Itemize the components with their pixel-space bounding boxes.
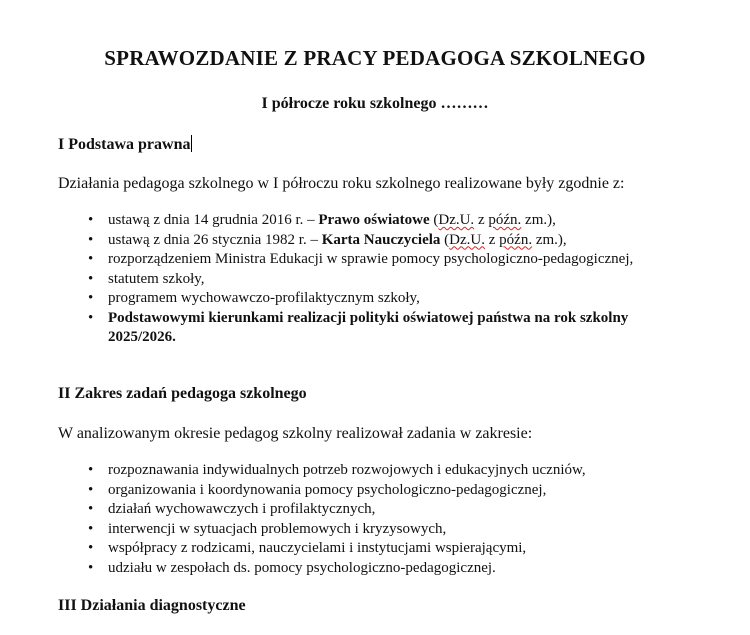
spellcheck-underline: Dz.U. xyxy=(449,231,485,248)
bullet-icon: • xyxy=(88,559,94,576)
section-1-heading[interactable]: I Podstawa prawna xyxy=(58,136,191,153)
bullet-icon: • xyxy=(88,462,94,478)
section-2-heading: II Zakres zadań pedagoga szkolnego xyxy=(58,385,307,402)
section-3-heading: III Działania diagnostyczne xyxy=(58,597,246,614)
list-item: • statutem szkoły, xyxy=(0,270,698,290)
bullet-icon: • xyxy=(88,540,94,556)
list-item: • współpracy z rodzicami, nauczycielami i instytucjami wspierającymi, xyxy=(0,539,698,559)
section-2-intro: W analizowanym okresie pedagog szkolny realizował zadania w zakresie: xyxy=(58,425,533,442)
bullet-icon: • xyxy=(88,290,94,306)
legal-basis-list xyxy=(0,211,750,348)
text-cursor xyxy=(191,135,192,152)
bullet-icon: • xyxy=(88,270,94,287)
section-1-intro: Działania pedagoga szkolnego w I półroczu roku szkolnego realizowane były zgodnie z: xyxy=(58,175,625,192)
list-item: • ustawą z dnia 26 stycznia 1982 r. – Karta Nauczyciela (Dz.U. z późn. zm.), xyxy=(0,231,698,251)
document-title: SPRAWOZDANIE Z PRACY PEDAGOGA SZKOLNEGO xyxy=(104,46,646,70)
bullet-icon: • xyxy=(88,231,94,248)
list-item: • rozpoznawania indywidualnych potrzeb rozwojowych i edukacyjnych uczniów, xyxy=(0,461,698,481)
list-item: • organizowania i koordynowania pomocy psychologiczno-pedagogicznej, xyxy=(0,481,698,501)
bullet-icon: • xyxy=(88,501,94,517)
bullet-icon: • xyxy=(88,481,94,498)
list-item: • rozporządzeniem Ministra Edukacji w sprawie pomocy psychologiczno-pedagogicznej, xyxy=(0,250,698,270)
list-item: • interwencji w sytuacjach problemowych i kryzysowych, xyxy=(0,520,698,540)
spellcheck-underline: Dz.U. xyxy=(438,212,475,228)
document-subtitle: I półrocze roku szkolnego ……… xyxy=(261,95,489,112)
bullet-icon: • xyxy=(88,251,94,267)
list-item: • działań wychowawczych i profilaktycznych, xyxy=(0,500,698,520)
bullet-icon: • xyxy=(88,212,94,228)
tasks-list xyxy=(0,461,750,578)
bullet-icon: • xyxy=(88,309,94,326)
list-item: • Podstawowymi kierunkami realizacji polityki oświatowej państwa na rok szkolny 2025/2026. xyxy=(88,309,629,345)
list-item: • programem wychowawczo-profilaktycznym szkoły, xyxy=(0,289,698,309)
list-item: • udziału w zespołach ds. pomocy psychologiczno-pedagogicznej. xyxy=(0,559,698,579)
spellcheck-underline: późn. xyxy=(499,231,533,248)
spellcheck-underline: późn. xyxy=(488,212,522,228)
list-item: • ustawą z dnia 14 grudnia 2016 r. – Prawo oświatowe (Dz.U. z późn. zm.), xyxy=(0,211,698,231)
bullet-icon: • xyxy=(88,520,94,537)
